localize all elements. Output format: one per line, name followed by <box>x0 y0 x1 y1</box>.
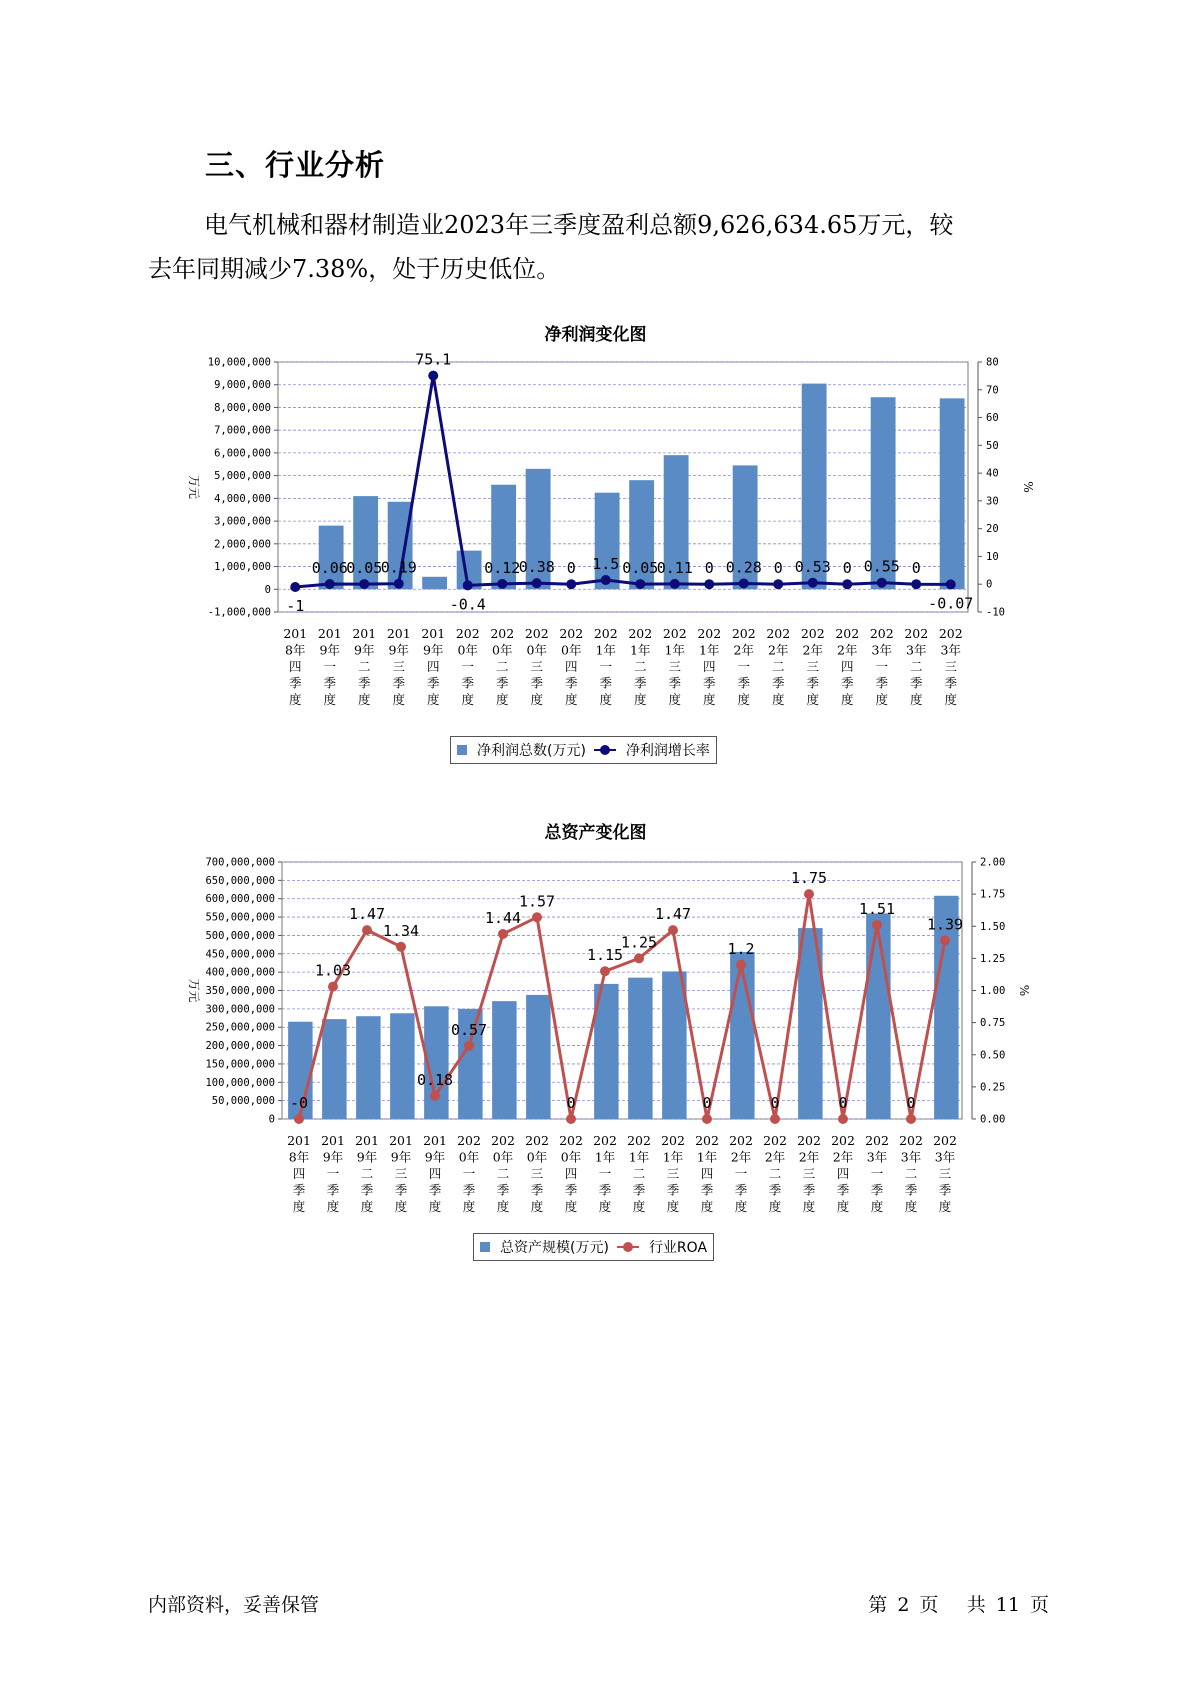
bar <box>492 1001 516 1119</box>
y2-tick-label: 40 <box>986 467 999 480</box>
line-data-label: 0.11 <box>656 558 693 577</box>
y-tick-label: 250,000,000 <box>205 1021 275 1034</box>
x-tick-label: 202 3年二季度 <box>904 626 929 707</box>
footer-total-prefix: 共 <box>966 1594 986 1616</box>
line-point <box>668 925 678 935</box>
bar <box>356 1016 380 1119</box>
y-tick-label: 2,000,000 <box>214 538 271 551</box>
line-point <box>532 578 542 588</box>
line-point <box>739 578 749 588</box>
line-point <box>566 579 576 589</box>
x-tick-label: 202 3年一季度 <box>865 1133 889 1214</box>
analysis-paragraph <box>148 203 1048 291</box>
legend-bar-swatch <box>480 1242 490 1252</box>
line-data-label: 1.44 <box>484 908 522 927</box>
x-tick-label: 201 9年一季度 <box>317 626 342 707</box>
x-tick-label: 202 2年一季度 <box>729 1133 753 1214</box>
y2-tick-label: -10 <box>986 606 1005 619</box>
line-point <box>328 982 338 992</box>
line-data-label: 0 <box>704 559 714 578</box>
x-tick-label: 202 1年一季度 <box>593 1133 617 1214</box>
y-tick-label: 350,000,000 <box>205 985 275 997</box>
x-tick-label: 202 3年一季度 <box>869 626 894 707</box>
bar <box>940 398 965 589</box>
bar <box>595 493 620 590</box>
line-point <box>463 580 473 590</box>
y-tick-label: 500,000,000 <box>205 929 275 942</box>
y-tick-label: 600,000,000 <box>205 893 275 906</box>
line-data-label: 1.2 <box>727 939 755 958</box>
line-data-label: 0.12 <box>484 558 521 577</box>
y2-tick-label: 0.75 <box>980 1017 1006 1030</box>
legend-bar-swatch <box>457 745 467 755</box>
footer-confidential: 内部资料，妥善保管 <box>148 1594 320 1616</box>
x-tick-label: 201 9年二季度 <box>355 1133 379 1214</box>
line-point <box>396 942 406 952</box>
line-data-label: 1.5 <box>592 555 620 574</box>
x-tick-label: 202 2年二季度 <box>763 1133 787 1214</box>
y-tick-label: 0 <box>264 583 271 596</box>
y-tick-label: 450,000,000 <box>205 948 275 961</box>
line-data-label: 0.05 <box>622 559 659 578</box>
line-data-label: 1.47 <box>348 905 386 924</box>
y2-tick-label: 30 <box>986 495 999 508</box>
line-point <box>877 578 887 588</box>
y2-tick-label: 10 <box>986 550 999 563</box>
line-point <box>600 966 610 976</box>
y-tick-label: -1,000,000 <box>207 606 271 619</box>
y-tick-label: 100,000,000 <box>205 1076 275 1089</box>
footer-total-num: 11 <box>995 1594 1020 1616</box>
line-point <box>842 579 852 589</box>
chart2-svg <box>0 850 1191 1235</box>
legend-line-label: 净利润增长率 <box>625 743 710 759</box>
chart-net-profit <box>0 350 1191 745</box>
x-tick-label: 202 3年三季度 <box>938 626 963 707</box>
x-tick-label: 202 1年三季度 <box>661 1133 685 1214</box>
y-tick-label: 4,000,000 <box>214 492 271 505</box>
line-point <box>704 579 714 589</box>
chart1-svg <box>0 350 1191 745</box>
line-point <box>872 920 882 930</box>
line-data-label: 1.51 <box>858 899 896 918</box>
chart-total-assets <box>0 850 1191 1235</box>
y-tick-label: 3,000,000 <box>214 515 271 528</box>
section-heading: 三、行业分析 <box>205 148 386 182</box>
footer-page-number <box>866 1590 1051 1617</box>
y-axis-label: 万元 <box>187 978 201 1003</box>
x-tick-label: 201 9年一季度 <box>321 1133 345 1214</box>
legend-bar-label: 净利润总数(万元) <box>477 743 586 759</box>
y2-tick-label: 1.50 <box>980 920 1006 933</box>
x-tick-label: 202 1年二季度 <box>628 626 653 707</box>
line-data-label: 0.18 <box>416 1070 454 1089</box>
line-data-label: 1.34 <box>382 921 420 940</box>
line-point <box>430 1091 440 1101</box>
line-point <box>804 889 814 899</box>
chart2-title: 总资产变化图 <box>544 823 647 843</box>
x-tick-label: 202 0年三季度 <box>525 1133 549 1214</box>
x-tick-label: 201 8年四季度 <box>283 626 308 707</box>
line-point <box>497 579 507 589</box>
footer-page-mid: 页 <box>919 1594 939 1616</box>
line-point <box>773 579 783 589</box>
y-tick-label: 8,000,000 <box>214 401 271 414</box>
line-data-label: 0 <box>702 1094 712 1112</box>
y2-tick-label: 20 <box>986 523 999 536</box>
line-data-label: 0.06 <box>311 559 348 578</box>
line-data-label: 0.19 <box>380 558 417 577</box>
line-point <box>498 929 508 939</box>
line-data-label: 0.53 <box>794 557 831 576</box>
y2-tick-label: 0.25 <box>980 1081 1006 1094</box>
x-tick-label: 202 1年三季度 <box>662 626 687 707</box>
bar <box>628 978 652 1119</box>
line-data-label: 0 <box>911 559 921 578</box>
x-tick-label: 202 0年三季度 <box>524 626 549 707</box>
y-tick-label: 7,000,000 <box>214 424 271 437</box>
footer-total-suffix: 页 <box>1029 1594 1049 1616</box>
line-point <box>906 1114 916 1124</box>
line-point <box>808 578 818 588</box>
line-point <box>770 1114 780 1124</box>
line-data-label: 0.05 <box>346 559 383 578</box>
legend-line-swatch <box>617 1242 639 1252</box>
legend-line-label: 行业ROA <box>648 1240 708 1256</box>
y2-tick-label: 0.00 <box>980 1113 1006 1126</box>
line-data-label: 0 <box>838 1094 848 1112</box>
line-data-label: 0 <box>773 559 783 578</box>
x-tick-label: 202 0年二季度 <box>491 1133 515 1214</box>
y2-tick-label: 2.00 <box>980 856 1006 869</box>
x-tick-label: 201 9年三季度 <box>386 626 411 707</box>
y-tick-label: 200,000,000 <box>205 1040 275 1053</box>
line-point <box>566 1114 576 1124</box>
y-tick-label: 700,000,000 <box>205 856 275 869</box>
line-point <box>838 1114 848 1124</box>
line-data-label: 0 <box>566 559 576 578</box>
line-data-label: 75.1 <box>415 350 452 369</box>
line-point <box>940 935 950 945</box>
x-tick-label: 202 2年四季度 <box>831 1133 855 1214</box>
y-tick-label: 300,000,000 <box>205 1003 275 1016</box>
line-point <box>670 579 680 589</box>
line-data-label: 0.28 <box>725 558 762 577</box>
line-data-label: 0 <box>770 1094 780 1112</box>
y-tick-label: 0 <box>268 1113 275 1126</box>
line-point <box>428 371 438 381</box>
line-point <box>532 912 542 922</box>
x-tick-label: 201 8年四季度 <box>287 1133 311 1214</box>
legend-bar-label: 总资产规模(万元) <box>500 1240 609 1256</box>
x-tick-label: 202 3年三季度 <box>933 1133 957 1214</box>
x-tick-label: 201 9年四季度 <box>421 626 446 707</box>
y2-tick-label: 1.00 <box>980 985 1006 997</box>
y2-tick-label: 0 <box>986 578 993 591</box>
y-tick-label: 1,000,000 <box>214 561 271 574</box>
x-tick-label: 202 3年二季度 <box>899 1133 923 1214</box>
x-tick-label: 202 2年四季度 <box>835 626 860 707</box>
y-tick-label: 9,000,000 <box>214 379 271 392</box>
chart1-title: 净利润变化图 <box>544 325 647 345</box>
line-data-label: 0 <box>842 559 852 578</box>
x-tick-label: 202 0年一季度 <box>455 626 480 707</box>
paragraph-line-2: 去年同期减少7.38%，处于历史低位。 <box>148 255 561 283</box>
x-tick-label: 202 2年二季度 <box>766 626 791 707</box>
y2-tick-label: 1.25 <box>980 952 1006 965</box>
y-tick-label: 10,000,000 <box>207 356 271 369</box>
footer-page-prefix: 第 <box>868 1594 888 1616</box>
bar <box>866 913 890 1119</box>
y2-tick-label: 1.75 <box>980 888 1006 901</box>
line-point <box>911 579 921 589</box>
y2-axis-label: % <box>1021 481 1035 493</box>
bar <box>322 1019 346 1119</box>
line-point <box>702 1114 712 1124</box>
y-tick-label: 50,000,000 <box>211 1095 275 1108</box>
line-data-label: -0.07 <box>928 594 974 613</box>
line-data-label: 1.03 <box>314 961 352 980</box>
paragraph-line-1: 电气机械和器材制造业2023年三季度盈利总额9,626,634.65万元，较 <box>204 211 954 239</box>
y2-tick-label: 50 <box>986 439 999 452</box>
line-point <box>464 1041 474 1051</box>
line-point <box>736 960 746 970</box>
y2-tick-label: 80 <box>986 356 999 369</box>
y-tick-label: 550,000,000 <box>205 911 275 924</box>
y-tick-label: 650,000,000 <box>205 874 275 887</box>
y-tick-label: 6,000,000 <box>214 447 271 460</box>
line-point <box>635 579 645 589</box>
line-data-label: 1.39 <box>926 915 964 934</box>
footer-page-num: 2 <box>897 1594 910 1616</box>
line-data-label: 0 <box>566 1094 576 1112</box>
line-data-label: -0 <box>289 1094 309 1112</box>
line-data-label: 0 <box>906 1094 916 1112</box>
y-tick-label: 150,000,000 <box>205 1058 275 1071</box>
x-tick-label: 201 9年二季度 <box>352 626 377 707</box>
line-point <box>946 579 956 589</box>
bar <box>390 1013 414 1119</box>
x-tick-label: 201 9年四季度 <box>423 1133 447 1214</box>
x-tick-label: 202 0年四季度 <box>559 626 584 707</box>
x-tick-label: 202 1年四季度 <box>695 1133 719 1214</box>
bar <box>422 577 447 590</box>
x-tick-label: 202 2年三季度 <box>800 626 825 707</box>
y2-axis-label: % <box>1017 984 1031 997</box>
line-point <box>394 579 404 589</box>
line-point <box>362 925 372 935</box>
y2-tick-label: 70 <box>986 384 999 397</box>
y2-tick-label: 0.50 <box>980 1049 1006 1062</box>
line-point <box>601 575 611 585</box>
legend-line-swatch <box>594 745 616 755</box>
line-data-label: 0.55 <box>863 557 900 576</box>
x-tick-label: 202 0年四季度 <box>559 1133 583 1214</box>
x-tick-label: 202 0年一季度 <box>457 1133 481 1214</box>
line-data-label: -0.4 <box>449 595 486 614</box>
x-tick-label: 202 2年一季度 <box>731 626 756 707</box>
line-point <box>290 582 300 592</box>
chart2-legend <box>473 1233 714 1261</box>
x-tick-label: 202 2年三季度 <box>797 1133 821 1214</box>
x-tick-label: 202 1年一季度 <box>593 626 618 707</box>
y-tick-label: 5,000,000 <box>214 470 271 483</box>
line-point <box>359 579 369 589</box>
line-data-label: 1.75 <box>790 869 828 888</box>
bar <box>526 995 550 1119</box>
line-data-label: 1.25 <box>620 933 658 952</box>
line-point <box>634 953 644 963</box>
x-tick-label: 202 0年二季度 <box>490 626 515 707</box>
x-tick-label: 202 1年二季度 <box>627 1133 651 1214</box>
line-data-label: -1 <box>286 597 305 615</box>
y2-tick-label: 60 <box>986 412 999 425</box>
line-point <box>294 1114 304 1124</box>
line-data-label: 0.38 <box>518 558 555 577</box>
line-data-label: 1.57 <box>518 892 556 911</box>
x-tick-label: 202 1年四季度 <box>697 626 722 707</box>
x-tick-label: 201 9年三季度 <box>389 1133 413 1214</box>
line-point <box>325 579 335 589</box>
line-data-label: 1.15 <box>586 946 624 965</box>
y-axis-label: 万元 <box>187 474 201 500</box>
line-data-label: 1.47 <box>654 905 692 924</box>
chart1-legend <box>450 736 717 764</box>
line-data-label: 0.57 <box>450 1020 488 1039</box>
y-tick-label: 400,000,000 <box>205 966 275 979</box>
